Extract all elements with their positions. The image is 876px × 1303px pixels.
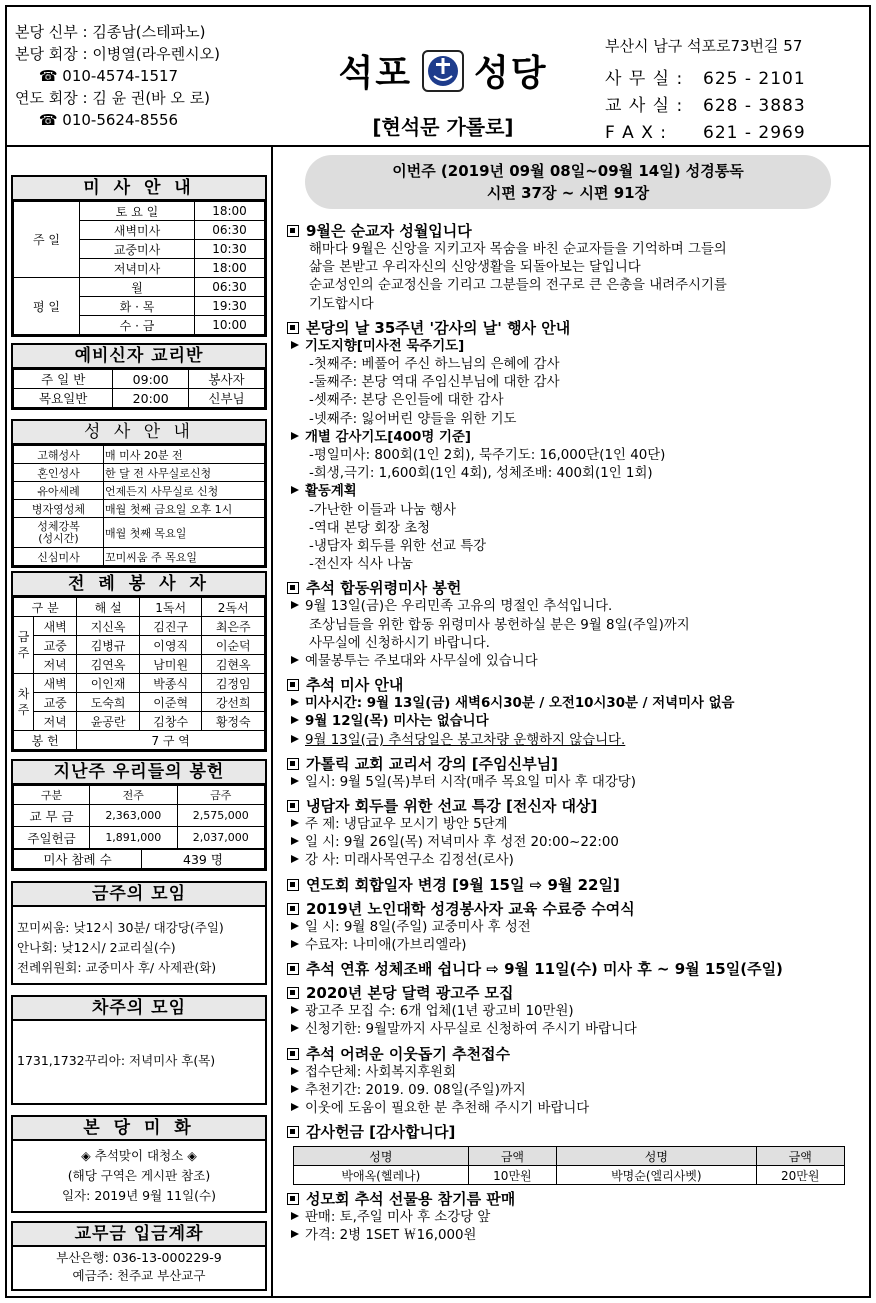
cell: 병자영성체	[14, 500, 104, 518]
thanks-table	[293, 1146, 845, 1185]
notice-title	[287, 1122, 865, 1142]
arrow-icon	[291, 1212, 299, 1220]
notice-sub	[287, 483, 865, 501]
header	[7, 7, 869, 147]
church-cleaning	[11, 1115, 267, 1213]
sub-text: 광고주 모집 수: 6개 업체(1년 광고비 10만원)	[305, 1004, 574, 1020]
arrow-icon	[291, 1103, 299, 1111]
cell: 금액	[468, 1147, 556, 1166]
arrow-icon	[291, 819, 299, 827]
notice-title-text: 추석 합동위령미사 봉헌	[306, 579, 462, 598]
cell: 2,037,000	[177, 827, 264, 849]
notice-sesame-oil	[287, 1189, 865, 1245]
notice-sub	[287, 1100, 865, 1118]
arrow-icon	[291, 855, 299, 863]
square-bullet-icon	[287, 963, 299, 975]
yeondo-phone: ☎ 010-5624-8556	[15, 111, 179, 129]
notice-title-text: 본당의 날 35주년 '감사의 날' 행사 안내	[306, 318, 571, 337]
cell: 이영직	[139, 636, 202, 655]
sub-text: 판매: 토,주일 미사 후 소강당 앞	[305, 1210, 491, 1226]
notice-line: -평일미사: 800회(1인 2회), 묵주기도: 16,000단(1인 40단)	[309, 448, 666, 464]
cell: 박종식	[139, 674, 202, 693]
notice-title	[287, 983, 865, 1003]
cell: 윤공란	[77, 712, 140, 731]
cell: 김진구	[139, 617, 202, 636]
sub-text: 기도지향[미사전 묵주기도]	[305, 338, 465, 354]
cell: 지신옥	[77, 617, 140, 636]
catechumen-class	[11, 343, 267, 410]
notice-line: -희생,극기: 1,600회(1인 4회), 성체조배: 400회(1인 1회)	[309, 466, 653, 482]
cell: 금주	[177, 786, 264, 805]
cell: 주일헌금	[14, 827, 90, 849]
cell: 꼬미씨움 주 목요일	[104, 548, 265, 566]
cell: 이준혁	[139, 693, 202, 712]
notices	[287, 221, 865, 1250]
notice-line: 사무실에 신청하시기 바랍니다.	[309, 635, 490, 651]
pastor-line: 본당 신부 : 김종남(스테파노)	[15, 23, 206, 41]
sub-text: 개별 감사기도[400명 기준]	[305, 429, 471, 445]
offer-table	[13, 785, 265, 849]
notice-sub	[287, 1209, 865, 1227]
sub-text: 주 제: 냉담교우 모시기 방안 5단계	[305, 817, 508, 833]
mass-time: 19:30	[195, 297, 265, 316]
arrow-icon	[291, 777, 299, 785]
notice-neighbor-help	[287, 1044, 865, 1119]
thisweek-title: 금주의 모임	[13, 883, 265, 907]
mass-name: 월	[80, 278, 195, 297]
notice-sub	[287, 1227, 865, 1245]
mass-name: 교중미사	[80, 240, 195, 259]
notice-sub	[287, 653, 865, 671]
servers-title: 전 례 봉 사 자	[13, 573, 265, 597]
notice-sub	[287, 1003, 865, 1021]
notice-title	[287, 875, 865, 895]
arrow-icon	[291, 486, 299, 494]
cell: 2독서	[202, 598, 265, 617]
notice-title	[287, 578, 865, 598]
notice-chuseok-mass	[287, 675, 865, 750]
notice-sub	[287, 834, 865, 852]
bank-account	[11, 1221, 267, 1291]
cell: 언제든지 사무실로 신청	[104, 482, 265, 500]
fax	[605, 120, 867, 147]
beauty-title: 본 당 미 화	[13, 1117, 265, 1141]
notice-title	[287, 899, 865, 919]
notice-line: -넷째주: 잃어버린 양들을 위한 기도	[309, 411, 517, 427]
clergy-info	[15, 21, 295, 131]
next-week-meetings	[11, 995, 267, 1105]
contact-info	[605, 35, 867, 147]
arrow-icon	[291, 341, 299, 349]
weekday-label: 평 일	[14, 278, 80, 335]
mass-time: 18:00	[195, 259, 265, 278]
title-part-b: 성당	[474, 53, 548, 94]
cell: 7 구 역	[77, 731, 265, 750]
notice-title	[287, 1189, 865, 1209]
phone-label: 사 무 실 :	[605, 69, 684, 89]
notice-sub	[287, 429, 865, 447]
bank-info	[13, 1247, 265, 1293]
cell: 저녁	[34, 712, 77, 731]
mass-name: 저녁미사	[80, 259, 195, 278]
sub-text: 예물봉투는 주보대와 사무실에 있습니다	[305, 654, 538, 670]
notice-title	[287, 221, 865, 241]
cell: 1,891,000	[90, 827, 177, 849]
sacr-title: 성 사 안 내	[13, 421, 265, 445]
sacr-table	[13, 445, 265, 566]
mass-time: 06:30	[195, 221, 265, 240]
arrow-icon	[291, 432, 299, 440]
sub-text: 일 시: 9월 8일(주일) 교중미사 후 성전	[305, 919, 531, 935]
cell: 성명	[557, 1147, 756, 1166]
sunday-label: 주 일	[14, 202, 80, 278]
catech-title: 예비신자 교리반	[13, 345, 265, 369]
thisweek-list	[13, 907, 265, 986]
notice-line: -냉담자 회두를 위한 선교 특강	[309, 539, 487, 555]
cell: 김창수	[139, 712, 202, 731]
notice-martyrs	[287, 221, 865, 314]
phone-value: 628 - 3883	[703, 96, 806, 116]
mass-schedule	[11, 175, 267, 337]
notice-line: -둘째주: 본당 역대 주임신부님에 대한 감사	[309, 375, 560, 391]
mass-time: 06:30	[195, 278, 265, 297]
cell: 봉사자	[188, 370, 264, 389]
cell: 김현옥	[202, 655, 265, 674]
notice-title-text: 가톨릭 교회 교리서 강의 [주임신부님]	[306, 754, 558, 773]
title-area	[295, 7, 591, 145]
arrow-icon	[291, 698, 299, 706]
patron-subtitle: [현석문 가롤로]	[372, 115, 514, 139]
cell: 해 설	[77, 598, 140, 617]
mass-time: 10:00	[195, 316, 265, 335]
notice-title-text: 추석 미사 안내	[306, 676, 404, 695]
cell: 김병규	[77, 636, 140, 655]
notice-memorial-mass	[287, 578, 865, 671]
cell: 439 명	[142, 850, 265, 869]
beauty-line: (해당 구역은 게시판 참조)	[67, 1168, 211, 1183]
cell: 이인재	[77, 674, 140, 693]
cell: 2,363,000	[90, 805, 177, 827]
notice-mission-lecture	[287, 796, 865, 871]
cell: 교 무 금	[14, 805, 90, 827]
notice-sub	[287, 1021, 865, 1039]
arrow-icon	[291, 1006, 299, 1014]
square-bullet-icon	[287, 1048, 299, 1060]
notice-line: -가난한 이들과 나눔 행사	[309, 502, 456, 518]
cell: 신심미사	[14, 548, 104, 566]
notice-parish-day	[287, 318, 865, 575]
sub-text: 9월 12일(목) 미사는 없습니다	[305, 714, 489, 730]
catech-table	[13, 369, 265, 408]
servers-table	[13, 597, 265, 750]
mass-time: 18:00	[195, 202, 265, 221]
nextweek-list	[13, 1021, 265, 1079]
address: 부산시 남구 석포로73번길 57	[605, 37, 803, 55]
phone-label: 교 사 실 :	[605, 96, 684, 116]
offer-title: 지난주 우리들의 봉헌	[13, 761, 265, 785]
beauty-line: 일자: 2019년 9월 11일(수)	[61, 1188, 216, 1203]
president-line: 본당 회장 : 이병열(라우렌시오)	[15, 45, 220, 63]
sub-text: 강 사: 미래사목연구소 김정선(로사)	[305, 853, 514, 869]
cell: 남미원	[139, 655, 202, 674]
mass-time: 10:30	[195, 240, 265, 259]
cell: 박애옥(헬레나)	[294, 1166, 469, 1185]
notice-yeondo-change	[287, 875, 865, 895]
beauty-line: ◈ 추석맞이 대청소 ◈	[81, 1148, 197, 1163]
cell: 금 주	[14, 617, 34, 674]
notice-title-text: 추석 연휴 성체조배 쉽니다 ⇨ 9월 11일(수) 미사 후 ~ 9월 15일(주일)	[306, 960, 783, 979]
cell: 매월 첫째 목요일	[104, 518, 265, 548]
notice-title	[287, 754, 865, 774]
notice-line: -역대 본당 회장 초청	[309, 520, 431, 536]
beauty-info	[13, 1141, 265, 1214]
notice-sub	[287, 338, 865, 356]
square-bullet-icon	[287, 758, 299, 770]
notice-title	[287, 1044, 865, 1064]
notice-title-text: 연도회 회합일자 변경 [9월 15일 ⇨ 9월 22일]	[306, 875, 620, 894]
cell: 교중	[34, 693, 77, 712]
arrow-icon	[291, 735, 299, 743]
square-bullet-icon	[287, 679, 299, 691]
cell: 김정임	[202, 674, 265, 693]
notice-title-text: 냉담자 회두를 위한 선교 특강 [전신자 대상]	[306, 797, 598, 816]
sub-text: 9월 13일(금) 추석당일은 봉고차량 운행하지 않습니다.	[305, 732, 626, 748]
yeondo-line: 연도 회장 : 김 윤 권(바 오 로)	[15, 89, 211, 107]
cell: 신부님	[188, 389, 264, 408]
liturgy-servers	[11, 571, 267, 752]
square-bullet-icon	[287, 582, 299, 594]
cell: 미사 참례 수	[14, 850, 142, 869]
cell: 봉 헌	[14, 731, 77, 750]
notice-line: -첫째주: 베풀어 주신 하느님의 은혜에 감사	[309, 357, 560, 373]
banner-line: 시편 37장 ~ 시편 91장	[486, 184, 650, 202]
notice-sub	[287, 1082, 865, 1100]
meeting-item: 1731,1732꾸리아: 저녁미사 후(목)	[17, 1053, 216, 1068]
mass-name: 토 요 일	[80, 202, 195, 221]
notice-sub	[287, 1064, 865, 1082]
notice-title-text: 2019년 노인대학 성경봉사자 교육 수료증 수여식	[306, 899, 635, 918]
cell: 10만원	[468, 1166, 556, 1185]
square-bullet-icon	[287, 903, 299, 915]
phone-value: 625 - 2101	[703, 69, 806, 89]
sub-text: 미사시간: 9월 13일(금) 새벽6시30분 / 오전10시30분 / 저녁미사 없음	[305, 696, 735, 712]
sub-text: 이웃에 도움이 필요한 분 추천해 주시기 바랍니다	[305, 1100, 590, 1116]
arrow-icon	[291, 601, 299, 609]
banner-line: 이번주 (2019년 09월 08일~09월 14일) 성경통독	[392, 162, 744, 180]
notice-title	[287, 959, 865, 979]
cell: 전주	[90, 786, 177, 805]
notice-title-text: 9월은 순교자 성월입니다	[306, 222, 472, 240]
square-bullet-icon	[287, 987, 299, 999]
notice-sub	[287, 774, 865, 792]
notice-title-text: 추석 어려운 이웃돕기 추천접수	[306, 1044, 511, 1063]
meeting-item: 꼬미씨움: 낮12시 30분/ 대강당(주일)	[17, 920, 224, 935]
cell: 구분	[14, 786, 90, 805]
sub-text: 접수단체: 사회복지후원회	[305, 1064, 457, 1080]
notice-title	[287, 318, 865, 338]
mass-name: 수 · 금	[80, 316, 195, 335]
cell: 한 달 전 사무실로신청	[104, 464, 265, 482]
notice-line: 조상님들을 위한 합동 위령미사 봉헌하실 분은 9월 8일(주일)까지	[309, 617, 690, 633]
notice-title	[287, 796, 865, 816]
notice-sub	[287, 919, 865, 937]
cell: 매월 첫째 금요일 오후 1시	[104, 500, 265, 518]
last-week-offering	[11, 759, 267, 871]
arrow-icon	[291, 1067, 299, 1075]
mass-name: 화 · 목	[80, 297, 195, 316]
notice-sub	[287, 732, 865, 750]
church-title	[295, 45, 591, 96]
notice-sub	[287, 852, 865, 870]
cell: 20만원	[756, 1166, 844, 1185]
arrow-icon	[291, 1024, 299, 1032]
bank-line: 예금주: 천주교 부산교구	[72, 1268, 206, 1283]
cell: 강선희	[202, 693, 265, 712]
sub-text: 일시: 9월 5일(목)부터 시작(매주 목요일 미사 후 대강당)	[305, 774, 636, 790]
arrow-icon	[291, 716, 299, 724]
bulletin-page	[5, 5, 871, 1298]
meeting-item: 전례위원회: 교중미사 후/ 사제관(화)	[17, 960, 217, 975]
sub-text: 9월 13일(금)은 우리민족 고유의 명절인 추석입니다.	[305, 599, 613, 615]
arrow-icon	[291, 940, 299, 948]
cell: 2,575,000	[177, 805, 264, 827]
notice-title-text: 성모회 추석 선물용 참기름 판매	[306, 1190, 516, 1209]
cell: 09:00	[113, 370, 189, 389]
notice-line: 순교성인의 순교정신을 기리고 그분들의 전구로 큰 은총을 내려주시기를	[309, 278, 727, 294]
cell: 금액	[756, 1147, 844, 1166]
notice-line: 해마다 9월은 신앙을 지키고자 목숨을 바친 순교자들을 기억하며 그들의	[309, 242, 727, 257]
cell: 새벽	[34, 674, 77, 693]
bank-title: 교무금 입금계좌	[13, 1223, 265, 1247]
phone-value: 621 - 2969	[703, 123, 806, 143]
square-bullet-icon	[287, 1193, 299, 1205]
arrow-icon	[291, 837, 299, 845]
sacraments	[11, 419, 267, 568]
sub-text: 추천기간: 2019. 09. 08일(주일)까지	[305, 1082, 526, 1098]
cell: 20:00	[113, 389, 189, 408]
cell: 목요일반	[14, 389, 113, 408]
sub-text: 가격: 2병 1SET ￦16,000원	[305, 1228, 477, 1244]
cell: 김연옥	[77, 655, 140, 674]
notice-sub	[287, 598, 865, 616]
arrow-icon	[291, 656, 299, 664]
square-bullet-icon	[287, 879, 299, 891]
cell: 유아세례	[14, 482, 104, 500]
office-phone	[605, 66, 867, 93]
cell: 도숙희	[77, 693, 140, 712]
notice-line: -셋째주: 본당 은인들에 대한 감사	[309, 393, 504, 409]
sub-text: 일 시: 9월 26일(목) 저녁미사 후 성전 20:00~22:00	[305, 835, 619, 851]
arrow-icon	[291, 1230, 299, 1238]
notice-catechism	[287, 754, 865, 792]
arrow-icon	[291, 1085, 299, 1093]
bible-reading-banner	[305, 155, 831, 209]
classroom-phone	[605, 93, 867, 120]
cell: 고해성사	[14, 446, 104, 464]
church-emblem-icon	[426, 54, 460, 88]
cell: 황정숙	[202, 712, 265, 731]
sub-text: 활동계획	[305, 484, 357, 500]
notice-calendar-ads	[287, 983, 865, 1039]
attendance-table	[13, 849, 265, 869]
notice-adoration-break	[287, 959, 865, 979]
phone-label: F A X :	[605, 123, 667, 143]
notice-thanks-offering	[287, 1122, 865, 1185]
nextweek-title: 차주의 모임	[13, 997, 265, 1021]
notice-line: -전신자 식사 나눔	[309, 557, 413, 573]
president-phone: ☎ 010-4574-1517	[15, 67, 179, 85]
cell: 저녁	[34, 655, 77, 674]
notice-sub	[287, 816, 865, 834]
cell: 매 미사 20분 전	[104, 446, 265, 464]
mass-title: 미 사 안 내	[13, 177, 265, 201]
cell: 최은주	[202, 617, 265, 636]
cell: 1독서	[139, 598, 202, 617]
sub-text: 신청기한: 9월말까지 사무실로 신청하여 주시기 바랍니다	[305, 1022, 637, 1038]
cell: 성명	[294, 1147, 469, 1166]
cell: 박명순(엘리사벳)	[557, 1166, 756, 1185]
notice-sub	[287, 695, 865, 713]
arrow-icon	[291, 922, 299, 930]
sub-text: 수료자: 나미애(가브리엘라)	[305, 937, 467, 953]
cell: 성체강복 (성시간)	[14, 518, 104, 548]
bank-line: 부산은행: 036-13-000229-9	[56, 1250, 222, 1265]
notice-line: 기도합시다	[309, 296, 374, 312]
church-logo	[422, 50, 464, 92]
cell: 주 일 반	[14, 370, 113, 389]
cell: 차 주	[14, 674, 34, 731]
square-bullet-icon	[287, 800, 299, 812]
left-column	[7, 147, 273, 1298]
mass-name: 새벽미사	[80, 221, 195, 240]
square-bullet-icon	[287, 322, 299, 334]
notice-line: 삶을 본받고 우리자신의 신앙생활을 되돌아보는 달입니다	[309, 260, 641, 276]
notice-sub	[287, 937, 865, 955]
square-bullet-icon	[287, 225, 299, 237]
notice-sub	[287, 713, 865, 731]
cell: 새벽	[34, 617, 77, 636]
square-bullet-icon	[287, 1126, 299, 1138]
cell: 혼인성사	[14, 464, 104, 482]
right-column	[275, 147, 869, 1298]
notice-title-text: 2020년 본당 달력 광고주 모집	[306, 984, 514, 1003]
mass-table	[13, 201, 265, 335]
meeting-item: 안나회: 낮12시/ 2교리실(수)	[17, 940, 176, 955]
notice-senior-college	[287, 899, 865, 955]
cell: 이순덕	[202, 636, 265, 655]
cell: 교중	[34, 636, 77, 655]
notice-title	[287, 675, 865, 695]
title-part-a: 석포	[338, 53, 412, 94]
cell: 구 분	[14, 598, 77, 617]
notice-title-text: 감사헌금 [감사합니다]	[306, 1123, 456, 1142]
this-week-meetings	[11, 881, 267, 985]
